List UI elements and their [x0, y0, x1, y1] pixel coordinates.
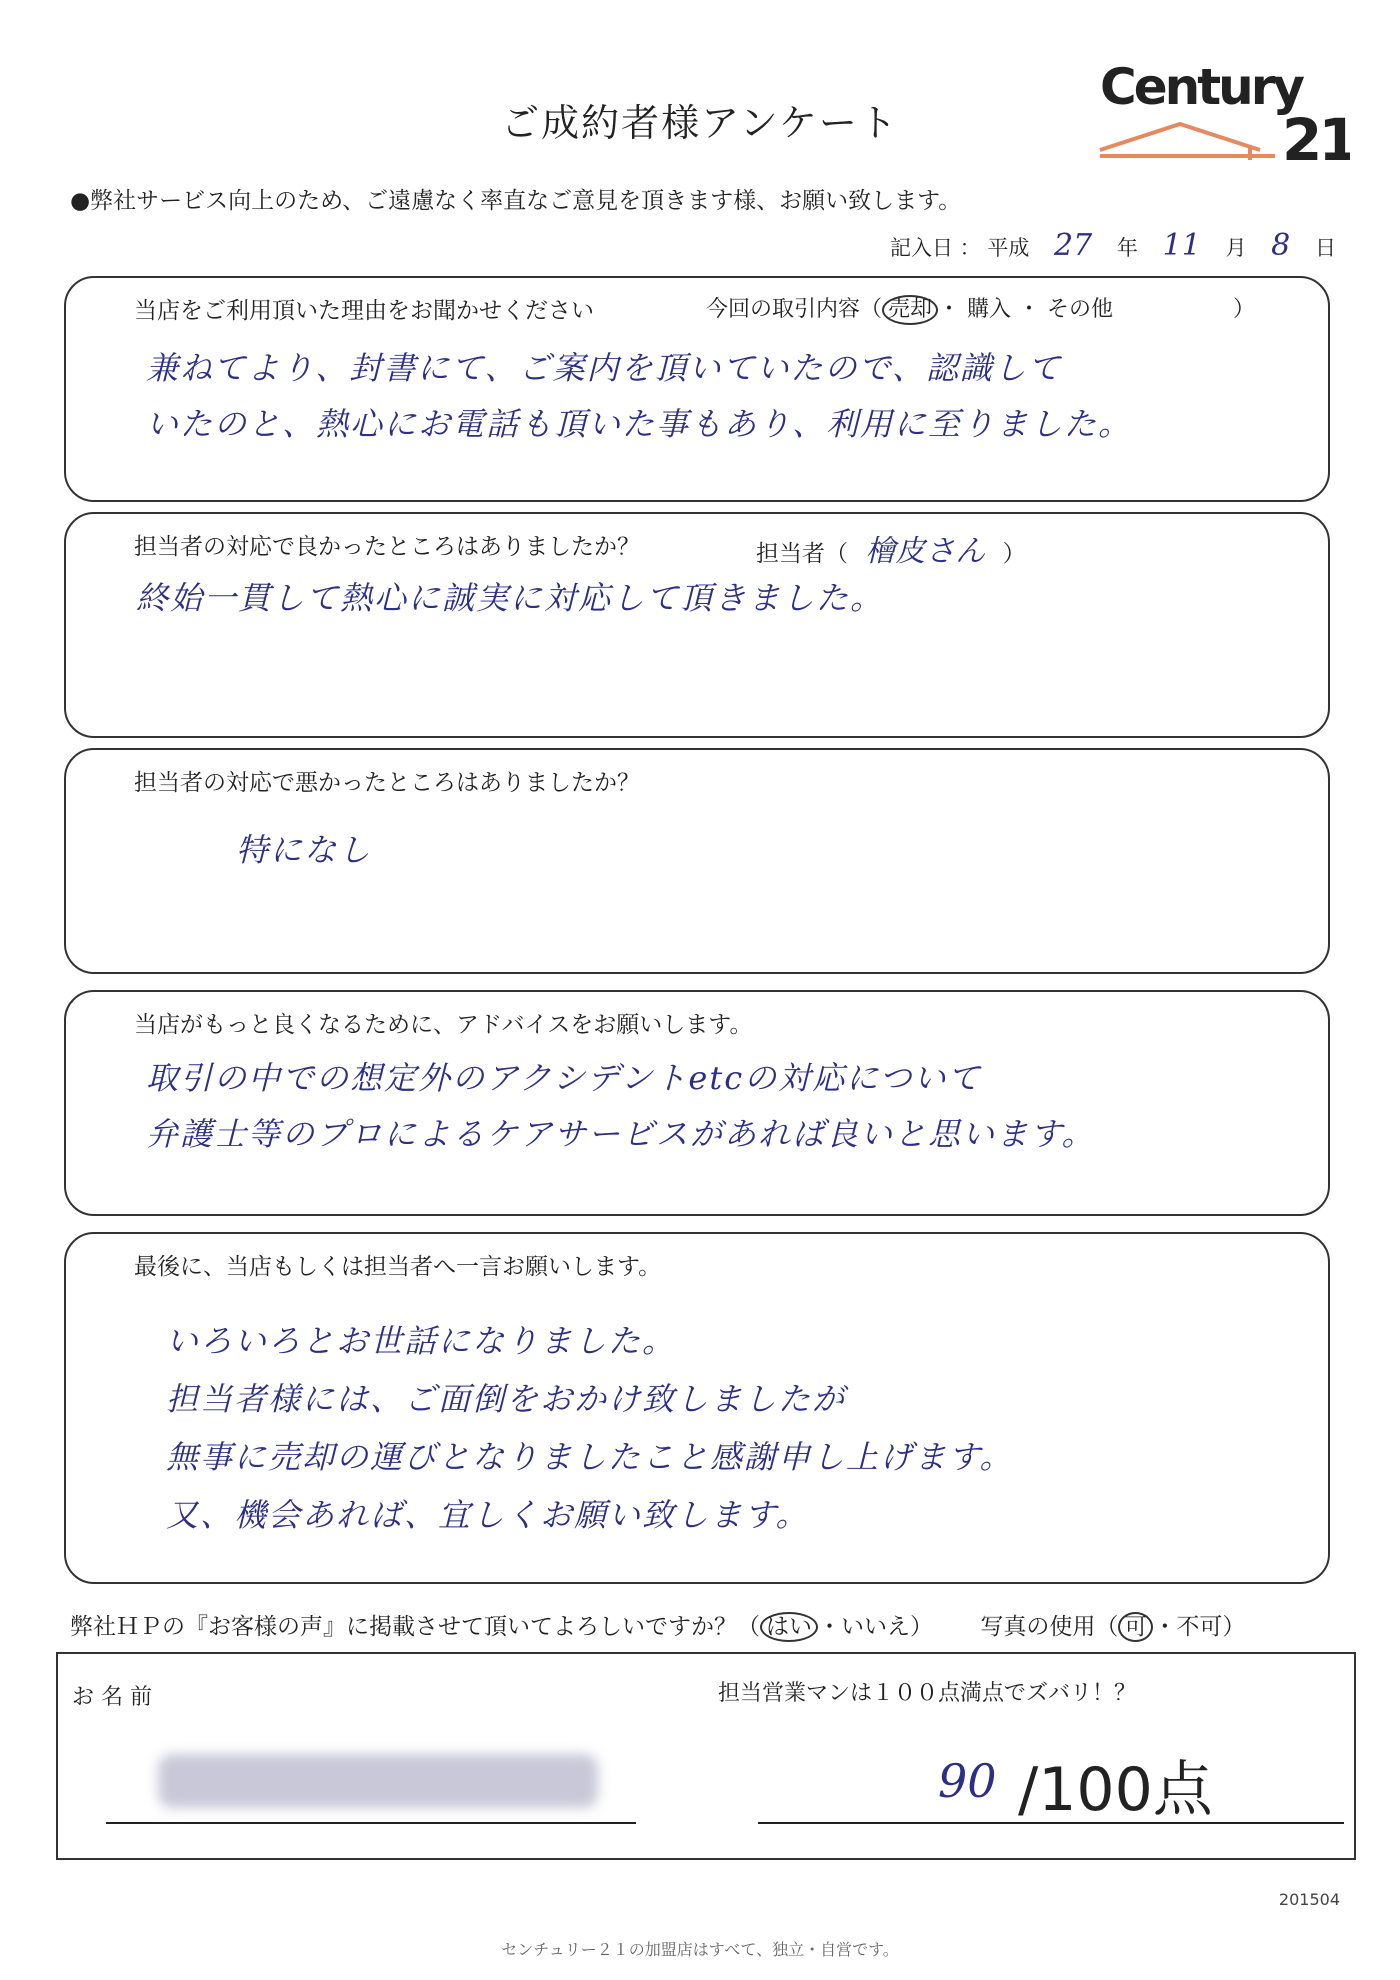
photo-use-ok: 可: [1118, 1612, 1153, 1642]
answer-message-line4: 又、機会あれば、宜しくお願い致します。: [166, 1496, 810, 1534]
consent-question: [70, 1608, 1245, 1642]
question-box-message: [64, 1232, 1330, 1584]
page-title: ご成約者様アンケート: [501, 101, 899, 145]
footer-note: センチュリー２１の加盟店はすべて、独立・自営です。: [501, 1940, 899, 1959]
deal-type: [706, 292, 1255, 325]
answer-reason-line1: 兼ねてより、封書にて、ご案内を頂いていたので、認識して: [146, 349, 1062, 387]
question-good-label: 担当者の対応で良かったところはありましたか？: [134, 534, 640, 560]
consent-yes: はい: [760, 1612, 818, 1642]
staff-label: 担当者（: [756, 541, 848, 567]
name-underline: [106, 1822, 636, 1824]
score-underline: [758, 1822, 1344, 1824]
answer-good: 終始一貫して熱心に誠実に対応して頂きました。: [136, 579, 885, 617]
year-unit: 年: [1116, 236, 1138, 260]
century21-logo: [1090, 52, 1350, 172]
name-redacted: [158, 1754, 598, 1808]
date-day: 8: [1271, 228, 1291, 263]
consent-no: ・いいえ）: [818, 1614, 933, 1640]
name-label: お 名 前: [72, 1685, 152, 1710]
staff-close: ）: [1002, 541, 1026, 567]
question-message-label: 最後に、当店もしくは担当者へ一言お願いします。: [134, 1254, 662, 1280]
deal-type-label: 今回の取引内容（: [706, 297, 883, 322]
form-code: 201504: [1278, 1890, 1340, 1909]
answer-reason: [146, 340, 1132, 452]
score-label: 担当営業マンは１００点満点でズバリ！？: [718, 1681, 1137, 1706]
staff-name: 檜皮さん: [865, 534, 986, 569]
answer-message-line3: 無事に売却の運びとなりましたこと感謝申し上げます。: [166, 1438, 1014, 1476]
entry-date: [890, 228, 1336, 263]
day-unit: 日: [1314, 236, 1336, 260]
question-bad-label: 担当者の対応で悪かったところはありましたか？: [134, 770, 640, 796]
date-month: 11: [1162, 228, 1201, 263]
answer-message: [166, 1312, 1013, 1544]
svg-text:21: 21: [1282, 106, 1350, 172]
signature-box: [56, 1652, 1356, 1860]
question-box-bad: [64, 748, 1330, 974]
question-box-advice: [64, 990, 1330, 1216]
date-year: 27: [1054, 228, 1093, 263]
answer-message-line2: 担当者様には、ご面倒をおかけ致しましたが: [166, 1380, 847, 1418]
question-box-reason: [64, 276, 1330, 502]
answer-advice-line2: 弁護士等のプロによるケアサービスがあれば良いと思います。: [146, 1115, 1096, 1153]
answer-bad: 特になし: [236, 831, 373, 869]
photo-use-ng: ・不可）: [1153, 1614, 1246, 1640]
staff: [756, 526, 1026, 570]
consent-question-text: 弊社ＨＰの『お客様の声』に掲載させて頂いてよろしいですか？（: [70, 1614, 760, 1640]
date-label: 記入日 ： 平成: [890, 236, 1030, 260]
intro-text: ●弊社サービス向上のため、ご遠慮なく率直なご意見を頂きます様、お願い致します。: [70, 188, 962, 214]
score-total: /100点: [1018, 1755, 1213, 1825]
question-box-good: [64, 512, 1330, 738]
answer-reason-line2: いたのと、熱心にお電話も頂いた事もあり、利用に至りました。: [146, 405, 1133, 443]
month-unit: 月: [1225, 236, 1247, 260]
answer-advice: [146, 1050, 1095, 1162]
question-reason-label: 当店をご利用頂いた理由をお聞かせください: [134, 298, 594, 324]
deal-options-rest: ・ 購入 ・ その他: [938, 297, 1114, 322]
deal-type-close: ）: [1233, 297, 1256, 322]
deal-option-sell: 売却: [882, 295, 938, 325]
answer-message-line1: いろいろとお世話になりました。: [166, 1322, 677, 1360]
answer-advice-line1: 取引の中での想定外のアクシデントetcの対応について: [146, 1059, 982, 1097]
svg-text:Century: Century: [1100, 58, 1302, 116]
question-advice-label: 当店がもっと良くなるために、アドバイスをお願いします。: [134, 1012, 753, 1038]
photo-use-label: 写真の使用（: [980, 1614, 1119, 1640]
score-value: 90: [938, 1754, 997, 1808]
